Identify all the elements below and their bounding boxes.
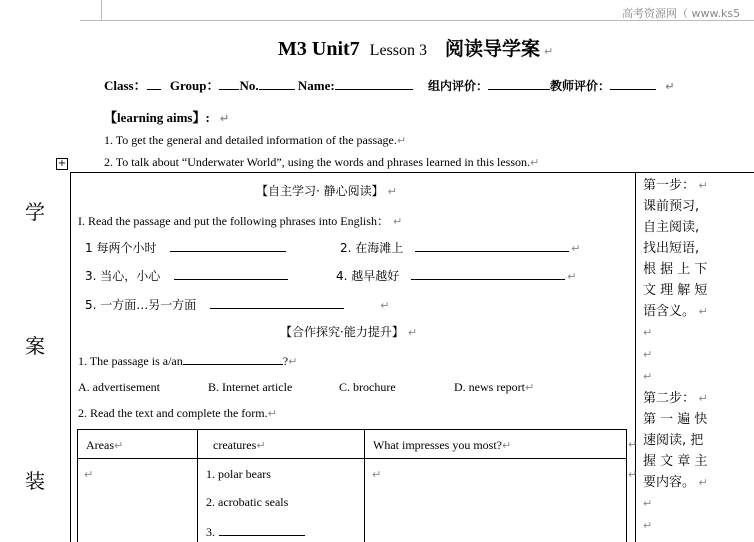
step1-line-3: 自主阅读, [643, 220, 700, 235]
creature-3: 3. [206, 523, 305, 540]
step2-line-3: 速阅读, 把 [643, 433, 704, 448]
section1-heading: 【自主学习· 静心阅读】 ↵ [256, 184, 397, 198]
section2-heading: 【合作探究·能力提升】 ↵ [280, 325, 418, 339]
top-rule [80, 20, 754, 21]
creature-2: 2. acrobatic seals [206, 495, 289, 509]
phrase-3-blank[interactable] [174, 267, 288, 280]
header-row-end-mark: ↵ [628, 438, 638, 451]
step2-line-2: 第 一 遍 快 [643, 412, 708, 427]
frame-left [70, 172, 71, 542]
option-a: A. advertisement [78, 380, 160, 394]
side-empty-3: ↵ [643, 370, 653, 383]
no-label: No. [239, 78, 259, 93]
margin-char-3: 装 [25, 469, 45, 493]
step1-line-7: 语含义。 ↵ [643, 304, 708, 319]
phrase-1-blank[interactable] [170, 239, 286, 252]
phrase-2-blank[interactable] [415, 239, 569, 252]
class-line: Class： Group： No. Name: 组内评价： 教师评价： ↵ [104, 78, 675, 93]
margin-char-1: 学 [25, 200, 45, 224]
form-table-col1 [197, 429, 198, 542]
margin-char-2: 案 [25, 334, 45, 358]
phrase-3: 3. 当心，小心 [85, 267, 288, 284]
step1-line-4: 找出短语, [643, 241, 700, 256]
step2-line-4: 握 文 章 主 [643, 454, 708, 469]
margin-marker [101, 0, 102, 20]
header-areas: Areas↵ [86, 438, 124, 452]
phrase-1: 1 每两个小时 [85, 239, 286, 256]
question-2: 2. Read the text and complete the form.↵ [78, 406, 277, 420]
form-table-top [77, 429, 626, 430]
question-1: 1. The passage is a/an ?↵ [78, 354, 298, 368]
aim-2: 2. To talk about “Underwater World”, using the words and phrases learned in this lesson.↵ [104, 155, 540, 169]
side-notes-step1 [643, 175, 715, 322]
impresses-cell[interactable]: ↵ [372, 468, 382, 481]
form-table-col2 [364, 429, 365, 542]
creature-3-blank[interactable] [219, 523, 305, 536]
phrase-4: 4. 越早越好 ↵ [336, 269, 577, 283]
frame-divider [635, 172, 636, 542]
aim-1: 1. To get the general and detailed information of the passage.↵ [104, 133, 407, 147]
teacher-eval-label: 教师评价： [549, 79, 610, 93]
phrase-4-blank[interactable] [411, 267, 565, 280]
phrase-5-blank[interactable] [210, 296, 344, 309]
option-d: D. news report↵ [454, 380, 535, 394]
teacher-eval-blank[interactable] [610, 77, 656, 90]
class-label: Class： [104, 78, 147, 93]
step1-line-6: 文 理 解 短 [643, 283, 708, 298]
areas-cell[interactable]: ↵ [84, 468, 94, 481]
side-notes-step2 [643, 388, 715, 493]
title-lesson: Lesson 3 [369, 42, 427, 59]
group-blank[interactable] [219, 77, 239, 90]
group-label: Group： [169, 78, 220, 93]
class-blank[interactable] [147, 77, 161, 90]
step1-line-1: 第一步： ↵ [643, 178, 708, 193]
title-main: M3 Unit7 [278, 38, 360, 60]
question-1-blank[interactable] [183, 352, 283, 365]
creature-1: 1. polar bears [206, 467, 271, 481]
step2-line-1: 第二步： ↵ [643, 391, 708, 406]
step1-line-2: 课前预习, [643, 199, 700, 214]
section1-instruction: I. Read the passage and put the following phrases into English： ↵ [78, 214, 403, 228]
no-blank[interactable] [259, 77, 295, 90]
option-b: B. Internet article [208, 380, 293, 394]
form-table-right [626, 429, 627, 542]
option-c: C. brochure [339, 380, 396, 394]
table-move-handle-icon[interactable]: + [57, 158, 67, 169]
side-empty-4: ↵ [643, 497, 653, 510]
aims-heading: 【learning aims】: ↵ [104, 110, 230, 125]
group-eval-label: 组内评价： [427, 79, 488, 93]
phrase-2: 2. 在海滩上 ↵ [340, 241, 581, 255]
form-table-header-rule [77, 458, 626, 459]
body-row-end-mark: ↵ [628, 468, 638, 481]
watermark: 高考资源网（ www.ks5 [622, 7, 741, 20]
frame-top [70, 172, 754, 173]
step2-line-5: 要内容。 ↵ [643, 475, 708, 490]
side-empty-5: ↵ [643, 519, 653, 532]
form-table-left [77, 429, 78, 542]
side-empty-2: ↵ [643, 348, 653, 361]
name-label: Name: [297, 78, 335, 93]
side-empty-1: ↵ [643, 326, 653, 339]
phrase-5: 5. 一方面…另一方面 ↵ [85, 298, 390, 312]
header-impresses: What impresses you most?↵ [373, 438, 512, 452]
name-blank[interactable] [335, 77, 413, 90]
header-creatures: creatures↵ [213, 438, 266, 452]
group-eval-blank[interactable] [488, 77, 550, 90]
step1-line-5: 根 据 上 下 [643, 262, 708, 277]
page-title: M3 Unit7 Lesson 3 阅读导学案 ↵ [278, 38, 554, 60]
title-cn: 阅读导学案 [445, 38, 541, 60]
